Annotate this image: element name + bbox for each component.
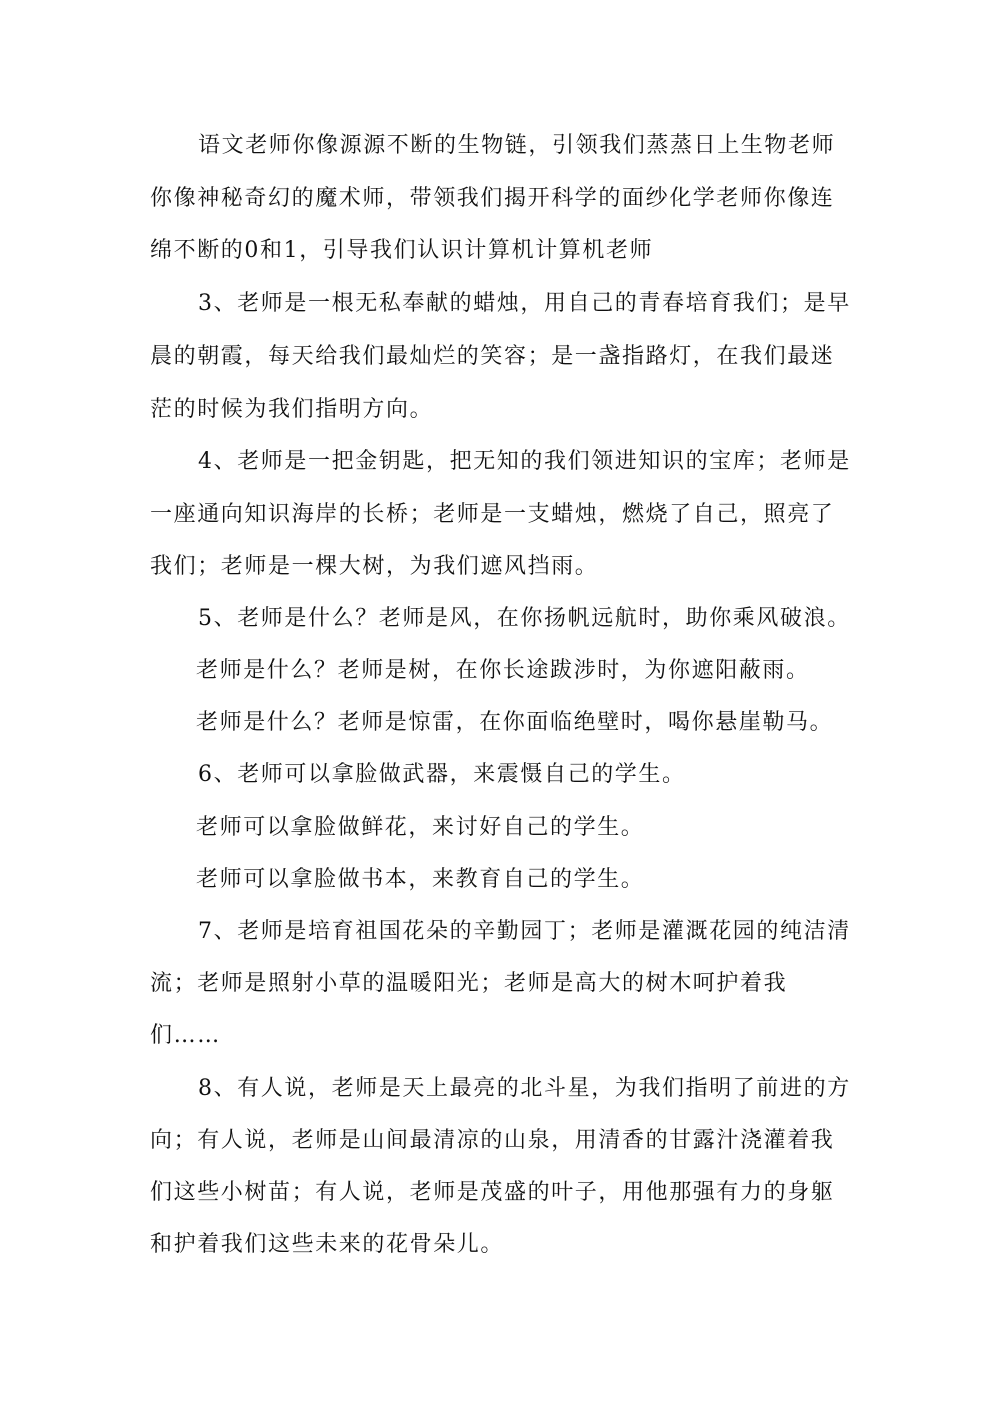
text-line: 你像神秘奇幻的魔术师，带领我们揭开科学的面纱化学老师你像连 — [150, 186, 835, 211]
text-line: 4、老师是一把金钥匙，把无知的我们领进知识的宝库；老师是 — [198, 449, 851, 474]
text-line: 7、老师是培育祖国花朵的辛勤园丁；老师是灌溉花园的纯洁清 — [198, 919, 851, 944]
text-line: 语文老师你像源源不断的生物链，引领我们蒸蒸日上生物老师 — [198, 133, 836, 158]
text-line: 向；有人说，老师是山间最清凉的山泉，用清香的甘露汁浇灌着我 — [150, 1128, 835, 1153]
text-line: 和护着我们这些未来的花骨朵儿。 — [150, 1232, 505, 1257]
text-line: 绵不断的0和1，引导我们认识计算机计算机老师 — [150, 238, 654, 263]
text-line: 我们；老师是一棵大树，为我们遮风挡雨。 — [150, 554, 599, 579]
text-line: 3、老师是一根无私奉献的蜡烛，用自己的青春培育我们；是早 — [198, 291, 851, 316]
text-line: 老师是什么？老师是惊雷，在你面临绝壁时，喝你悬崖勒马。 — [196, 710, 834, 735]
text-line: 老师可以拿脸做鲜花，来讨好自己的学生。 — [196, 815, 645, 840]
text-line: 流；老师是照射小草的温暖阳光；老师是高大的树木呵护着我 — [150, 971, 788, 996]
text-line: 茫的时候为我们指明方向。 — [150, 397, 434, 422]
text-line: 8、有人说，老师是天上最亮的北斗星，为我们指明了前进的方 — [198, 1076, 851, 1101]
text-line: 老师可以拿脸做书本，来教育自己的学生。 — [196, 867, 645, 892]
text-line: 晨的朝霞，每天给我们最灿烂的笑容；是一盏指路灯，在我们最迷 — [150, 344, 835, 369]
text-line: 们…… — [150, 1023, 221, 1048]
text-line: 老师是什么？老师是树，在你长途跋涉时，为你遮阳蔽雨。 — [196, 658, 810, 683]
text-line: 们这些小树苗；有人说，老师是茂盛的叶子，用他那强有力的身躯 — [150, 1180, 835, 1205]
text-line: 一座通向知识海岸的长桥；老师是一支蜡烛，燃烧了自己，照亮了 — [150, 502, 835, 527]
text-line: 6、老师可以拿脸做武器，来震慑自己的学生。 — [198, 762, 686, 787]
text-line: 5、老师是什么？老师是风，在你扬帆远航时，助你乘风破浪。 — [198, 606, 851, 631]
